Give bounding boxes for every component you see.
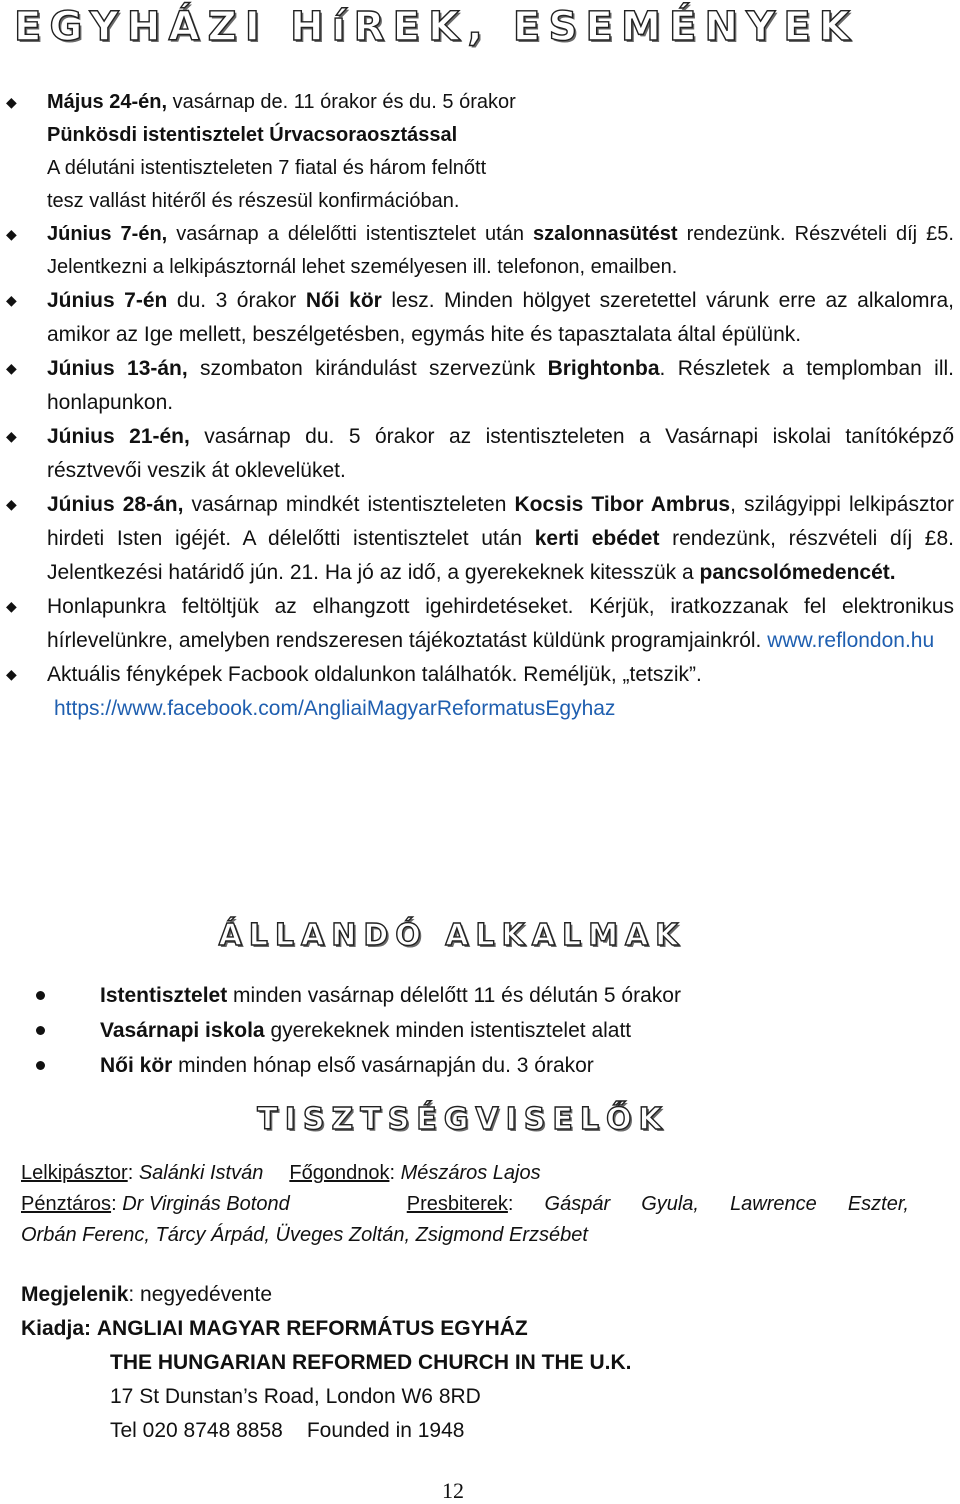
website-link[interactable]: www.reflondon.hu xyxy=(767,629,935,652)
officer-label: Pénztáros xyxy=(21,1193,112,1215)
officer-name: Gyula, xyxy=(641,1193,699,1215)
news-text: vasárnap de. 11 órakor és du. 5 órakor xyxy=(167,91,516,113)
diamond-bullet-icon: ◆ xyxy=(6,226,17,242)
list-item xyxy=(0,218,960,284)
publication-info: Megjelenik: negyedévente Kiadja: ANGLIAI MAGYAR REFORMÁTUS EGYHÁZ THE HUNGARIAN REFORMED CHURCH IN THE U.K. 17 St Dunstan’s Road, London W6 8RD Tel 020 8748 8858 Founded in 1948 xyxy=(21,1283,632,1442)
list-item xyxy=(0,420,960,488)
appears-label: Megjelenik xyxy=(21,1283,129,1306)
diamond-bullet-icon: ◆ xyxy=(6,94,17,110)
address: 17 St Dunstan’s Road, London W6 8RD xyxy=(110,1385,481,1408)
publisher-name: ANGLIAI MAGYAR REFORMÁTUS EGYHÁZ xyxy=(96,1317,528,1340)
officer-label: Főgondnok xyxy=(289,1162,390,1184)
news-list xyxy=(0,86,960,726)
event-text: minden vasárnap délelőtt 11 és délután 5 órakor xyxy=(227,984,681,1007)
event-name: Női kör xyxy=(100,1054,173,1077)
news-highlight: szalonnasütést xyxy=(533,223,678,245)
officer-names: Orbán Ferenc, Tárcy Árpád, Üveges Zoltán, Zsigmond Erzsébet xyxy=(21,1224,588,1246)
officers-row: Pénztáros: Dr Virginás Botond Presbiterek: Gáspár Gyula, Lawrence Eszter, xyxy=(21,1189,909,1220)
news-text: A délutáni istentiszteleten 7 fiatal és három felnőtt xyxy=(47,157,487,179)
facebook-link[interactable]: https://www.facebook.com/AngliaiMagyarReformatusEgyhaz xyxy=(54,697,616,720)
founded: Founded in 1948 xyxy=(306,1419,465,1442)
news-text: du. 3 órakor xyxy=(167,289,306,312)
news-highlight: kerti ebédet xyxy=(534,527,660,550)
permanent-heading: ÁLLANDÓ ALKALMAK xyxy=(218,918,686,953)
news-text: lesz. Minden hölgyet szeretettel várunk erre az alkalomra, amikor az Ige mellett, beszélgetésben, egymás hite és tapasztalata által épülünk. xyxy=(47,289,955,346)
officer-name: Mészáros Lajos xyxy=(400,1162,541,1184)
publisher-name-en: THE HUNGARIAN REFORMED CHURCH IN THE U.K. xyxy=(110,1351,632,1374)
news-highlight: Női kör xyxy=(305,289,382,312)
news-highlight: Brightonba xyxy=(547,357,660,380)
list-item xyxy=(0,1048,681,1083)
page-number: 12 xyxy=(442,1478,464,1503)
event-text: gyerekeknek minden istentisztelet alatt xyxy=(264,1019,632,1042)
permanent-list xyxy=(0,978,681,1083)
list-item xyxy=(0,86,960,218)
news-text: Honlapunkra feltöltjük az elhangzott igehirdetéseket. Kérjük, iratkozzanak fel elektronikus hírlevelünkre, amelyben rendszeresen tájékoztatást küldünk programjainkról. xyxy=(47,595,954,652)
event-name: Istentisztelet xyxy=(100,984,228,1007)
news-text: vasárnap du. 5 órakor az istentiszteleten a Vasárnapi iskolai tanítóképző résztvevői veszik át oklevelüket. xyxy=(47,425,954,482)
news-text: tesz vallást hitéről és részesül konfirmációban. xyxy=(47,190,460,212)
news-date: Június 7-én, xyxy=(47,223,168,245)
diamond-bullet-icon: ◆ xyxy=(6,496,17,512)
officers-block xyxy=(21,1158,909,1251)
diamond-bullet-icon: ◆ xyxy=(6,598,17,614)
news-heading: EGYHÁZI HíREK, ESEMÉNYEK xyxy=(14,4,859,50)
officer-name: Salánki István xyxy=(138,1162,264,1184)
list-item xyxy=(0,590,960,658)
officer-name: Dr Virginás Botond xyxy=(122,1193,290,1215)
news-date: Május 24-én, xyxy=(47,91,168,113)
publisher-label: Kiadja: xyxy=(21,1317,92,1340)
news-highlight: Pünkösdi istentisztelet Úrvacsoraosztással xyxy=(47,124,458,146)
list-item xyxy=(0,352,960,420)
news-text: rendezünk, részvételi díj £8. Jelentkezési határidő jún. 21. Ha jó az idő, a gyerekeknek kitesszük a xyxy=(47,527,954,584)
phone: Tel 020 8748 8858 xyxy=(110,1419,283,1442)
officer-name: Lawrence xyxy=(730,1193,817,1215)
bullet-icon xyxy=(36,991,45,1000)
news-text: . Részletek a templomban ill. honlapunkon. xyxy=(47,357,955,414)
news-highlight: pancsolómedencét. xyxy=(699,561,896,584)
list-item xyxy=(0,1013,681,1048)
news-date: Június 7-én xyxy=(47,289,168,312)
appears-value: negyedévente xyxy=(140,1283,272,1306)
news-date: Június 13-án, xyxy=(47,357,188,380)
officer-label: Lelkipásztor xyxy=(21,1162,128,1184)
news-date: Június 21-én, xyxy=(47,425,190,448)
bullet-icon xyxy=(36,1026,45,1035)
event-name: Vasárnapi iskola xyxy=(100,1019,265,1042)
diamond-bullet-icon: ◆ xyxy=(6,666,17,682)
officer-name: Eszter, xyxy=(847,1193,909,1215)
news-text: szombaton kirándulást szervezünk xyxy=(187,357,548,380)
bullet-icon xyxy=(36,1061,45,1070)
officers-row: Lelkipásztor: Salánki István Főgondnok: Mészáros Lajos xyxy=(21,1162,541,1184)
news-text: , szilágyippi lelkipásztor hirdeti Isten igéjét. A délelőtti istentisztelet után xyxy=(47,493,954,550)
news-text: rendezünk. Részvételi díj £5. Jelentkezni a lelkipásztornál lehet személyesen ill. telefonon, emailben. xyxy=(47,223,954,278)
diamond-bullet-icon: ◆ xyxy=(6,360,17,376)
event-text: minden hónap első vasárnapján du. 3 órakor xyxy=(172,1054,594,1077)
list-item xyxy=(0,978,681,1013)
news-text: vasárnap mindkét istentiszteleten xyxy=(183,493,515,516)
news-highlight: Kocsis Tibor Ambrus xyxy=(514,493,731,516)
list-item xyxy=(0,284,960,352)
diamond-bullet-icon: ◆ xyxy=(6,292,17,308)
news-date: Június 28-án, xyxy=(47,493,184,516)
officer-label: Presbiterek xyxy=(406,1193,508,1215)
list-item xyxy=(0,658,960,726)
news-text: Aktuális fényképek Facbook oldalunkon találhatók. Reméljük, „tetszik”. xyxy=(47,663,702,686)
officer-name: Gáspár xyxy=(544,1193,611,1215)
list-item xyxy=(0,488,960,590)
officers-heading: TISZTSÉGVISELŐK xyxy=(257,1102,669,1137)
diamond-bullet-icon: ◆ xyxy=(6,428,17,444)
news-text: vasárnap a délelőtti istentisztelet után xyxy=(167,223,534,245)
